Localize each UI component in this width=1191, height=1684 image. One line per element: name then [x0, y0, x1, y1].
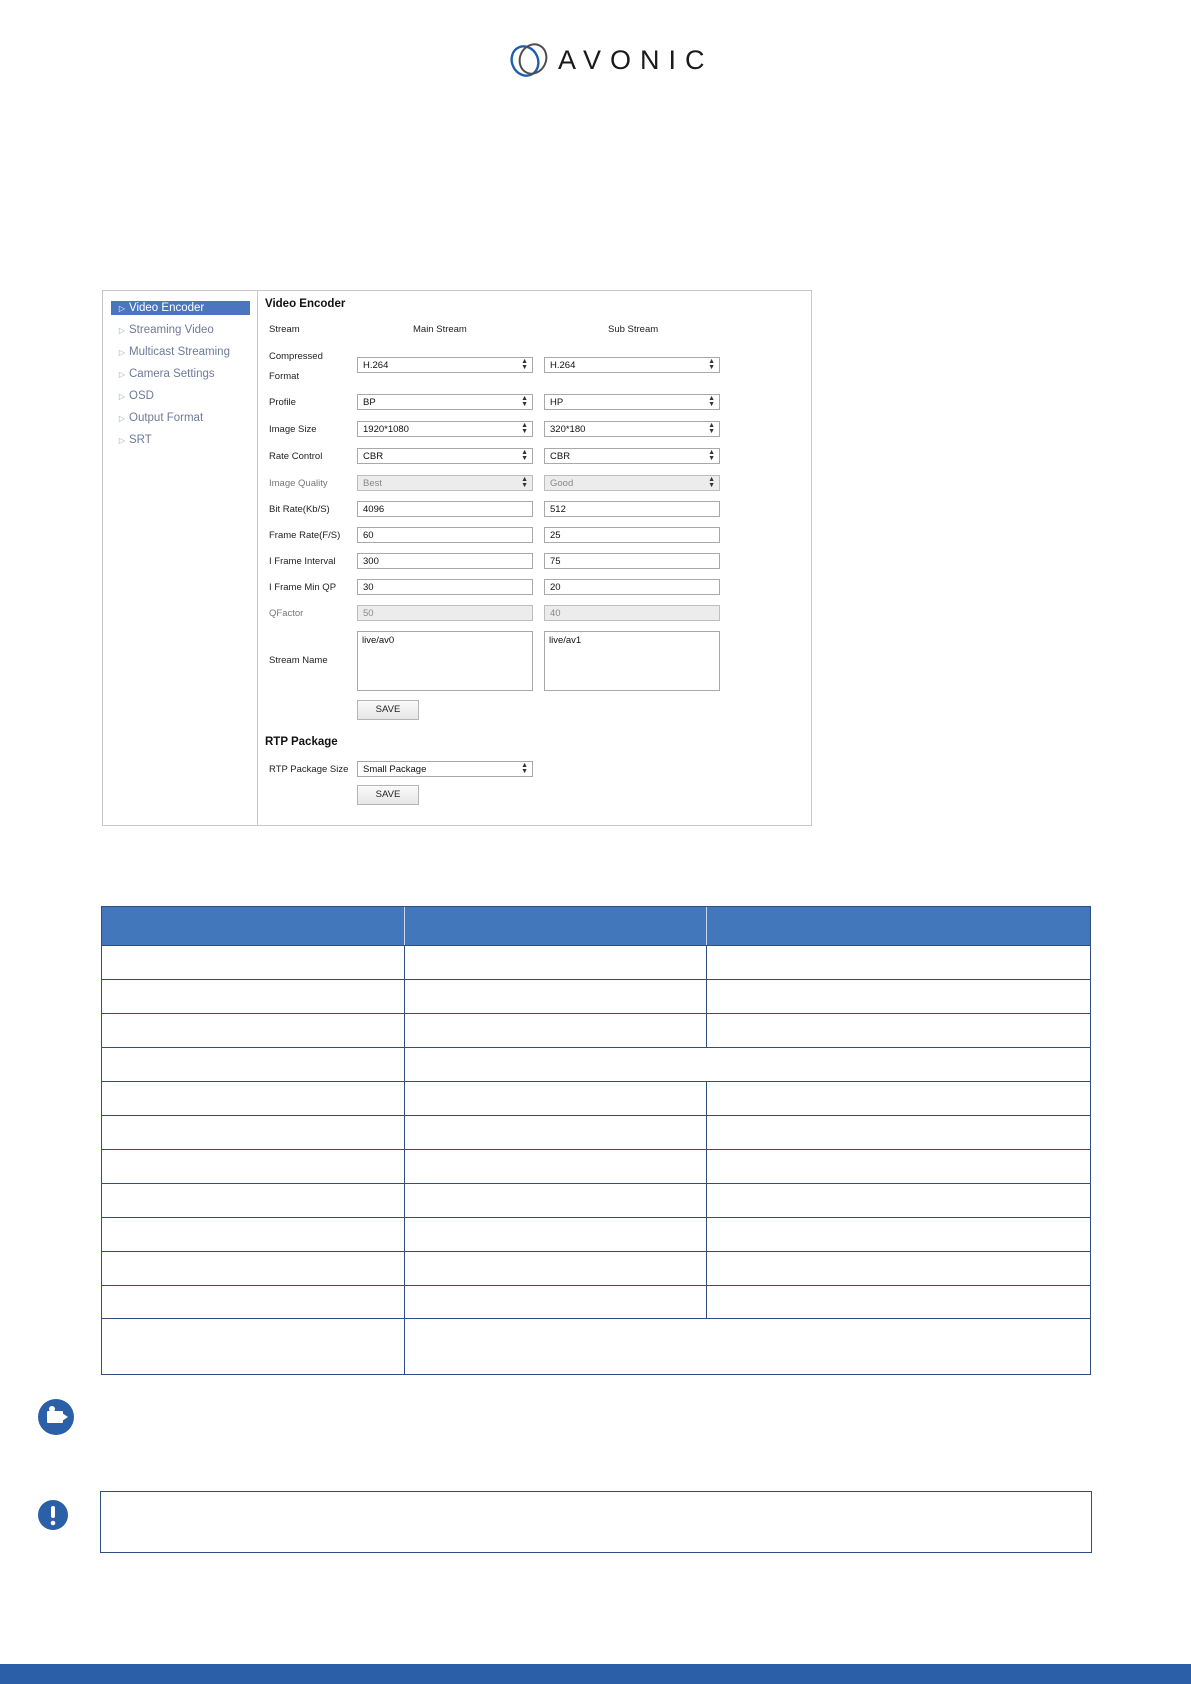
row-divider	[102, 1183, 1090, 1184]
main-stream-name-textarea[interactable]: live/av0	[357, 631, 533, 691]
image-quality-label: Image Quality	[269, 478, 328, 489]
header-divider	[706, 907, 707, 945]
bit-rate-label: Bit Rate(Kb/S)	[269, 504, 330, 515]
sidebar-item-output-format[interactable]	[111, 411, 250, 425]
main-image-size-select[interactable]	[357, 421, 533, 437]
sidebar-item-label: Multicast Streaming	[129, 346, 230, 358]
select-value: CBR	[550, 451, 571, 462]
sidebar-item-label: OSD	[129, 390, 154, 402]
select-value: Best	[363, 478, 383, 489]
triangle-right-icon: ▷	[118, 436, 126, 445]
sidebar-item-streaming-video[interactable]	[111, 323, 250, 337]
sidebar-item-label: Streaming Video	[129, 324, 214, 336]
footer-bar	[0, 1664, 1191, 1684]
row-divider	[102, 1285, 1090, 1286]
main-image-quality-select	[357, 475, 533, 491]
sidebar-item-label: SRT	[129, 434, 152, 446]
column-divider	[706, 945, 707, 1047]
parameter-table	[101, 906, 1091, 1375]
encoder-save-button[interactable]: SAVE	[357, 700, 419, 720]
sidebar-item-srt[interactable]	[111, 433, 250, 447]
sort-arrows-icon: ▲ ▼	[708, 422, 715, 435]
row-divider	[102, 1115, 1090, 1116]
main-stream-header: Main Stream	[413, 324, 467, 335]
select-value: 1920*1080	[363, 424, 409, 435]
compressed-format-label-line2: Format	[269, 371, 300, 382]
select-value: H.264	[550, 360, 576, 371]
stream-name-label: Stream Name	[269, 655, 328, 666]
sub-stream-name-textarea[interactable]: live/av1	[544, 631, 720, 691]
triangle-right-icon: ▷	[118, 348, 126, 357]
row-divider	[102, 979, 1090, 980]
sidebar-item-label: Video Encoder	[129, 302, 205, 314]
row-divider	[102, 1013, 1090, 1014]
stream-label: Stream	[269, 324, 300, 335]
sidebar-item-label: Output Format	[129, 412, 204, 424]
rate-control-label: Rate Control	[269, 451, 323, 462]
sort-arrows-icon: ▲ ▼	[708, 395, 715, 408]
sort-arrows-icon: ▲ ▼	[521, 358, 528, 371]
select-value: Small Package	[363, 764, 427, 775]
rtp-package-title: RTP Package	[265, 736, 338, 748]
sub-bit-rate-input[interactable]: 512	[544, 501, 720, 517]
profile-label: Profile	[269, 397, 296, 408]
i-frame-interval-label: I Frame Interval	[269, 556, 336, 567]
row-divider	[102, 1047, 1090, 1048]
sort-arrows-icon: ▲ ▼	[521, 449, 528, 462]
sort-arrows-icon: ▲ ▼	[521, 476, 528, 489]
select-value: H.264	[363, 360, 389, 371]
table-header	[102, 907, 1090, 945]
encoder-content	[258, 291, 810, 825]
row-divider	[102, 1251, 1090, 1252]
main-profile-select[interactable]	[357, 394, 533, 410]
sidebar-item-label: Camera Settings	[129, 368, 215, 380]
rtp-save-button[interactable]: SAVE	[357, 785, 419, 805]
header-divider	[404, 907, 405, 945]
row-divider	[102, 1081, 1090, 1082]
sub-i-frame-min-qp-input[interactable]: 20	[544, 579, 720, 595]
settings-panel	[102, 290, 812, 826]
main-i-frame-interval-input[interactable]: 300	[357, 553, 533, 569]
main-qfactor-input: 50	[357, 605, 533, 621]
sub-qfactor-input: 40	[544, 605, 720, 621]
rtp-package-size-select[interactable]	[357, 761, 533, 777]
sort-arrows-icon: ▲ ▼	[708, 476, 715, 489]
sort-arrows-icon: ▲ ▼	[708, 449, 715, 462]
qfactor-label: QFactor	[269, 608, 304, 619]
frame-rate-label: Frame Rate(F/S)	[269, 530, 341, 541]
main-compressed-format-select[interactable]	[357, 357, 533, 373]
main-bit-rate-input[interactable]: 4096	[357, 501, 533, 517]
sort-arrows-icon: ▲ ▼	[521, 422, 528, 435]
important-notice-box	[100, 1491, 1092, 1553]
sidebar-item-video-encoder[interactable]	[111, 301, 250, 315]
triangle-right-icon: ▷	[118, 326, 126, 335]
sub-image-quality-select	[544, 475, 720, 491]
manual-note-icon	[38, 1399, 74, 1435]
select-value: HP	[550, 397, 564, 408]
sub-compressed-format-select[interactable]	[544, 357, 720, 373]
sidebar-item-osd[interactable]	[111, 389, 250, 403]
sort-arrows-icon: ▲ ▼	[521, 762, 528, 775]
sub-stream-header: Sub Stream	[608, 324, 659, 335]
video-encoder-title: Video Encoder	[265, 298, 346, 310]
i-frame-min-qp-label: I Frame Min QP	[269, 582, 337, 593]
sort-arrows-icon: ▲ ▼	[521, 395, 528, 408]
sub-i-frame-interval-input[interactable]: 75	[544, 553, 720, 569]
row-divider	[102, 945, 1090, 946]
sidebar-item-camera-settings[interactable]	[111, 367, 250, 381]
row-divider	[102, 1318, 1090, 1319]
exclamation-icon	[38, 1500, 68, 1530]
select-value: Good	[550, 478, 574, 489]
avonic-logo	[508, 40, 714, 80]
sub-rate-control-select[interactable]	[544, 448, 720, 464]
main-frame-rate-input[interactable]: 60	[357, 527, 533, 543]
compressed-format-label-line1: Compressed	[269, 351, 323, 362]
sub-frame-rate-input[interactable]: 25	[544, 527, 720, 543]
image-size-label: Image Size	[269, 424, 317, 435]
row-divider	[102, 1217, 1090, 1218]
row-divider	[102, 1149, 1090, 1150]
triangle-right-icon: ▷	[118, 370, 126, 379]
avonic-logo-icon	[508, 41, 550, 79]
sidebar	[103, 291, 258, 825]
main-i-frame-min-qp-input[interactable]: 30	[357, 579, 533, 595]
brand-name: AVONIC	[558, 44, 714, 75]
rtp-package-size-label: RTP Package Size	[269, 764, 349, 775]
triangle-right-icon: ▷	[118, 414, 126, 423]
sub-image-size-select[interactable]	[544, 421, 720, 437]
select-value: BP	[363, 397, 376, 408]
sort-arrows-icon: ▲ ▼	[708, 358, 715, 371]
column-divider	[404, 945, 405, 1374]
select-value: 320*180	[550, 424, 586, 435]
triangle-right-icon: ▷	[118, 392, 126, 401]
main-rate-control-select[interactable]	[357, 448, 533, 464]
triangle-right-icon: ▷	[118, 304, 126, 313]
column-divider	[706, 1081, 707, 1318]
sub-profile-select[interactable]	[544, 394, 720, 410]
sidebar-item-multicast-streaming[interactable]	[111, 345, 250, 359]
select-value: CBR	[363, 451, 384, 462]
